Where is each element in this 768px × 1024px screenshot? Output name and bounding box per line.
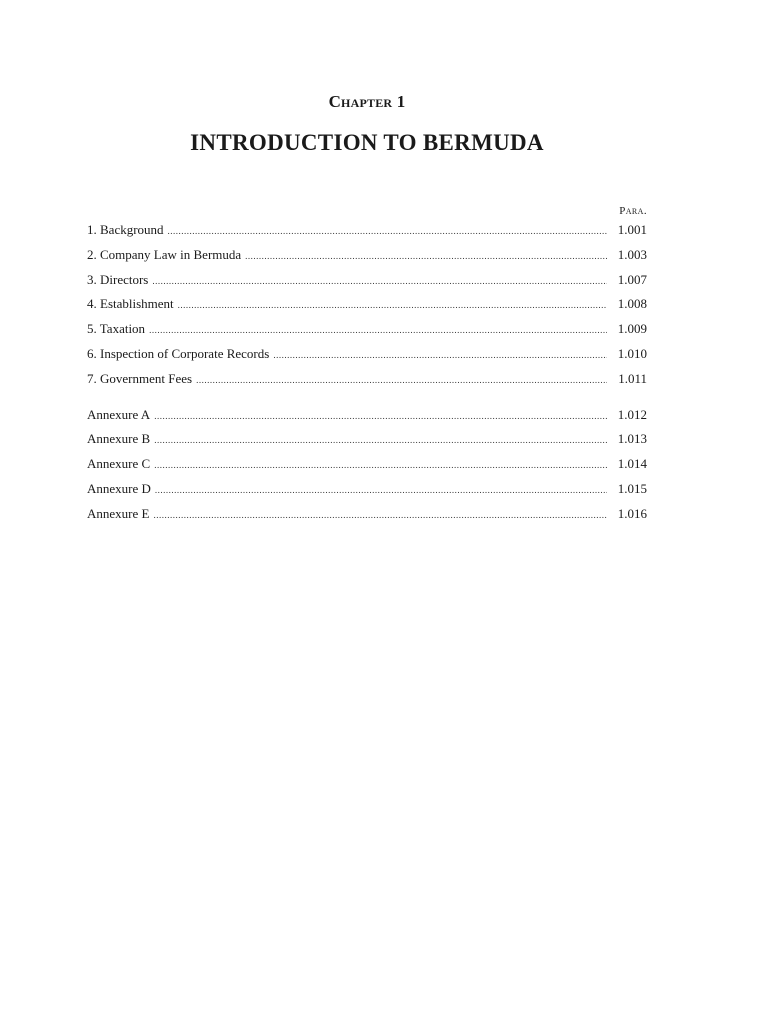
dot-leader [178, 297, 607, 313]
toc-entry-establishment[interactable] [87, 296, 647, 321]
toc-entry-para: 1.014 [617, 456, 647, 472]
dot-leader [155, 482, 607, 498]
toc-entry-label: Annexure D [87, 480, 151, 496]
dot-leader [168, 223, 607, 239]
dot-leader [273, 347, 607, 363]
chapter-label: Chapter 1 [328, 92, 406, 111]
toc-entry-label: 5. Taxation [87, 321, 146, 337]
toc-entry-label: Annexure E [87, 505, 150, 521]
dot-leader [245, 248, 607, 264]
toc-entry-para: 1.011 [618, 370, 647, 386]
dot-leader [196, 372, 607, 388]
toc-entry-annexure-b[interactable] [87, 431, 647, 456]
toc-entry-label: 6. Inspection of Corporate Records [87, 345, 270, 361]
section-spacer [87, 396, 647, 407]
dot-leader [154, 408, 607, 424]
toc-entry-para: 1.016 [617, 505, 647, 521]
toc-entry-para: 1.013 [617, 431, 647, 447]
toc-entry-annexure-e[interactable] [87, 506, 647, 531]
toc-entry-taxation[interactable] [87, 321, 647, 346]
toc-entry-government-fees[interactable] [87, 371, 647, 396]
toc-entry-para: 1.007 [617, 271, 647, 287]
toc-entry-label: 4. Establishment [87, 296, 174, 312]
chapter-title: INTRODUCTION TO BERMUDA [190, 130, 544, 155]
toc-entry-annexure-a[interactable] [87, 407, 647, 432]
toc-entry-company-law[interactable] [87, 247, 647, 272]
toc-entry-para: 1.015 [617, 480, 647, 496]
toc-entry-label: 7. Government Fees [87, 370, 193, 386]
para-column-heading: Para. [619, 205, 647, 217]
toc-entry-para: 1.008 [617, 296, 647, 312]
table-of-contents [87, 204, 647, 531]
dot-leader [152, 273, 607, 289]
toc-entry-annexure-d[interactable] [87, 481, 647, 506]
toc-entry-para: 1.010 [617, 345, 647, 361]
toc-entry-para: 1.003 [617, 246, 647, 262]
toc-entry-inspection[interactable] [87, 346, 647, 371]
toc-entry-annexure-c[interactable] [87, 456, 647, 481]
toc-entry-directors[interactable] [87, 272, 647, 297]
toc-entry-label: Annexure A [87, 406, 151, 422]
toc-entry-label: 3. Directors [87, 271, 149, 287]
dot-leader [154, 457, 607, 473]
dot-leader [154, 432, 607, 448]
toc-entry-background[interactable] [87, 222, 647, 247]
toc-entry-label: Annexure B [87, 431, 151, 447]
dot-leader [153, 507, 607, 523]
toc-entry-label: 2. Company Law in Bermuda [87, 246, 242, 262]
toc-entry-label: Annexure C [87, 456, 151, 472]
dot-leader [149, 322, 607, 338]
toc-entry-label: 1. Background [87, 222, 164, 237]
toc-entry-para: 1.012 [617, 406, 647, 422]
toc-entry-para: 1.001 [617, 222, 647, 237]
toc-entry-para: 1.009 [617, 321, 647, 337]
